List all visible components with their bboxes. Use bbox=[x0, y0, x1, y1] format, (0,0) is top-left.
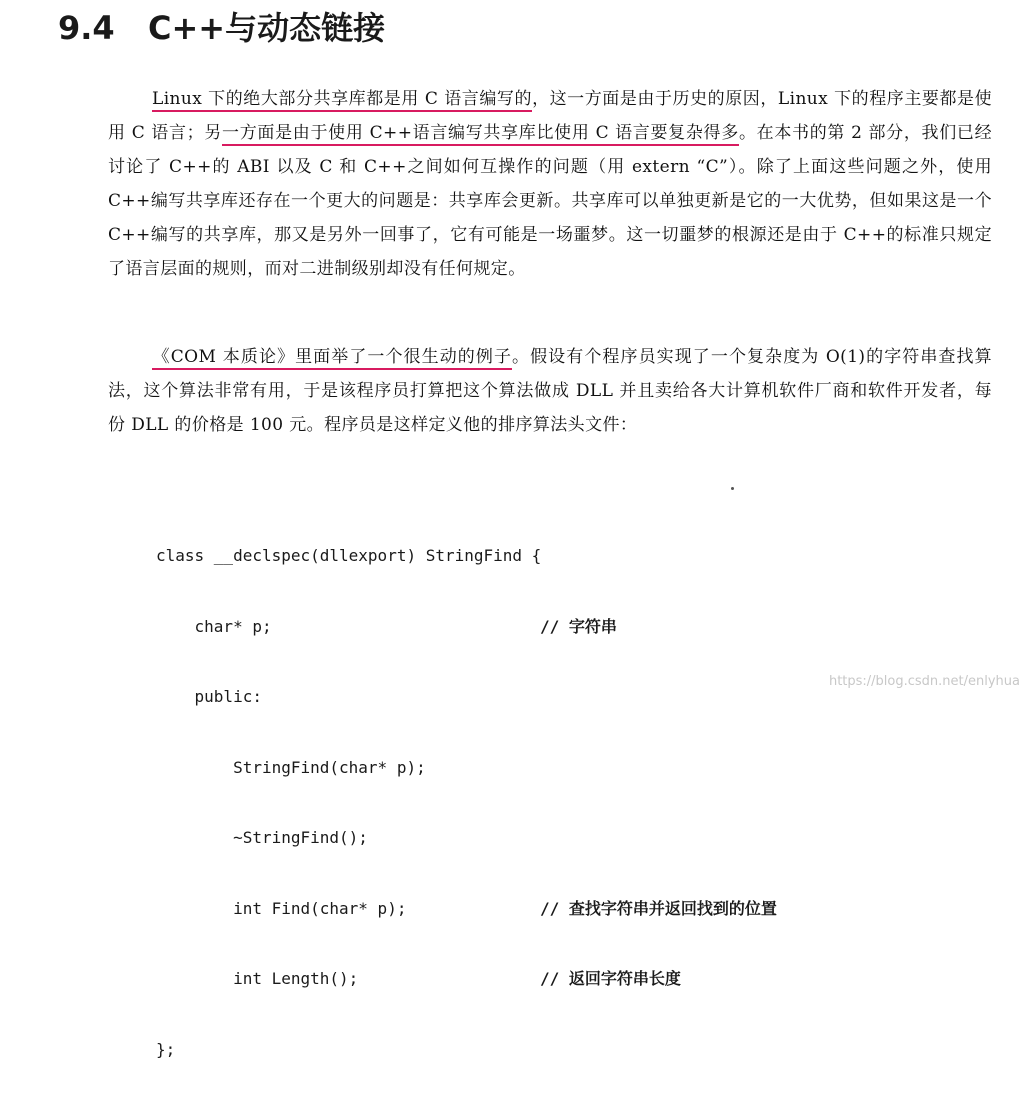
highlight-linux-shared-libs: Linux 下的绝大部分共享库都是用 C 语言编写的 bbox=[152, 89, 532, 112]
speck bbox=[731, 487, 734, 490]
paragraph-2-text: 。假设有个程序员实现了一个复杂度为 O(1)的字符串查找算法，这个算法非常有用，于是该程序员打算把这个算法做成 DLL 并且卖给各大计算机软件厂商和软件开发者，每份 DLL 的价格是 100 元。程序员是这样定义他的排序算法头文件： bbox=[108, 347, 992, 435]
highlight-cpp-complex: 一方面是由于使用 C++语言编写共享库比使用 C 语言要复杂得多 bbox=[222, 123, 739, 146]
code-block bbox=[156, 497, 777, 1108]
code-line bbox=[156, 685, 541, 709]
code-line bbox=[156, 756, 541, 780]
paragraph-2 bbox=[108, 340, 992, 442]
code-text: class __declspec(dllexport) StringFind { bbox=[156, 546, 542, 565]
section-title: C++与动态链接 bbox=[148, 9, 386, 47]
code-text: char* p; bbox=[156, 616, 272, 636]
section-heading bbox=[58, 4, 385, 52]
code-text: StringFind(char* p); bbox=[156, 757, 426, 777]
code-line bbox=[156, 1038, 541, 1062]
section-number: 9.4 bbox=[58, 9, 115, 47]
code-line bbox=[156, 544, 541, 568]
watermark-url: https://blog.csdn.net/enlyhua bbox=[828, 674, 1020, 689]
code-text: ~StringFind(); bbox=[156, 828, 368, 847]
code-line bbox=[156, 826, 541, 850]
paragraph-1-text-a: ，这一方面是由于历史的原因，Linux 下的程序主要都是使用 C 语言；另 bbox=[108, 89, 992, 143]
code-comment: // 查找字符串并返回找到的位置 bbox=[540, 898, 777, 918]
paragraph-1-text-b: 。在本书的第 2 部分，我们已经讨论了 C++的 ABI 以及 C 和 C++之间如何互操作的问题（用 extern “C”）。除了上面这些问题之外，使用 C++编写共享库还存在一个更大的问题是：共享库会更新。共享库可以单独更新是它的一大优势，但如果这是一个 C++编写的共享库，那又是另外一回事了，它有可能是一场噩梦。这一切噩梦的根源还是由于 C++的标准只规定了语言层面的规则，而对二进制级别却没有任何规定。 bbox=[108, 123, 993, 279]
code-comment: // 字符串 bbox=[540, 616, 617, 636]
code-line bbox=[156, 967, 681, 991]
code-text: public: bbox=[156, 687, 262, 706]
paragraph-1 bbox=[108, 82, 992, 286]
code-text: int Length(); bbox=[156, 969, 359, 988]
highlight-com-example: 《COM 本质论》里面举了一个很生动的例子 bbox=[152, 347, 512, 370]
code-line bbox=[156, 897, 777, 921]
code-text: int Find(char* p); bbox=[156, 898, 407, 918]
code-text: }; bbox=[156, 1039, 176, 1059]
code-line bbox=[156, 615, 617, 639]
code-comment: // 返回字符串长度 bbox=[540, 969, 681, 988]
